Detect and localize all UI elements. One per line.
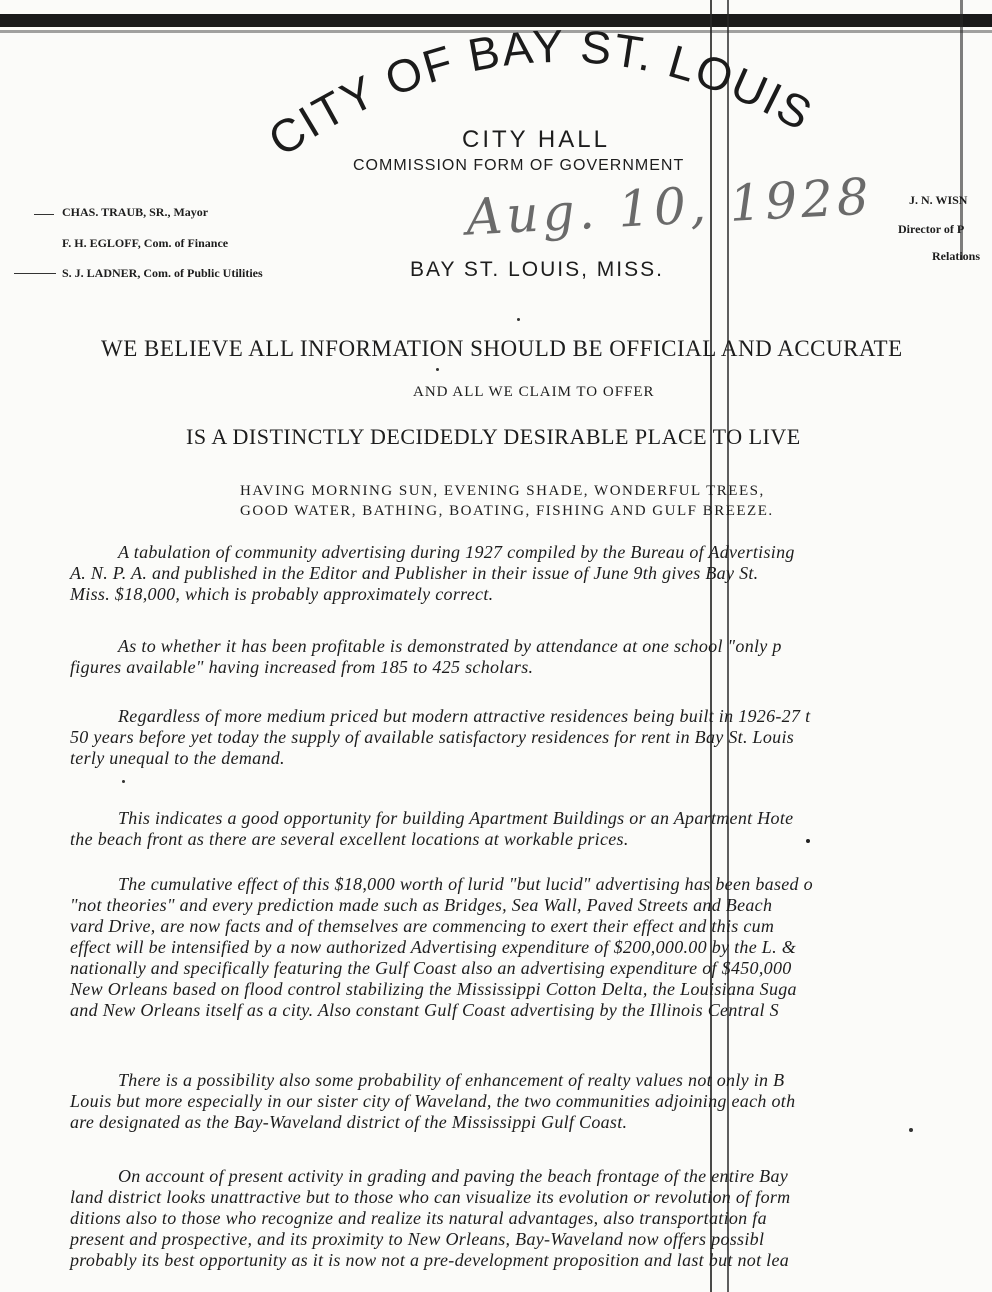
paragraph-line: figures available" having increased from 185 to 425 scholars. [70,657,534,677]
paragraph-line: probably its best opportunity as it is now not a pre-development proposition and last but not lea [70,1250,790,1270]
city-title: CITY OF BAY ST. LOUIS [259,19,822,167]
main-heading: WE BELIEVE ALL INFORMATION SHOULD BE OFFICIAL AND ACCURATE [101,336,903,361]
paragraph-line: are designated as the Bay-Waveland district of the Mississippi Gulf Coast. [70,1112,628,1132]
paragraph-line: present and prospective, and its proximity to New Orleans, Bay-Waveland now offers possibl [70,1229,765,1249]
official-right-name: J. N. WISN [909,193,968,207]
margin-dash [14,273,56,274]
paragraph-line: A. N. P. A. and published in the Editor and Publisher in their issue of June 9th gives Bay St. [70,563,759,583]
sub-heading: AND ALL WE CLAIM TO OFFER [413,384,655,400]
government-form: COMMISSION FORM OF GOVERNMENT [353,157,685,174]
ink-dot [806,839,810,843]
official-mayor: CHAS. TRAUB, SR., Mayor [62,205,209,219]
paragraph-advertising [70,542,992,605]
features-line-2: GOOD WATER, BATHING, BOATING, FISHING AND GULF BREEZE. [240,503,774,519]
paragraph-line: and New Orleans itself as a city. Also constant Gulf Coast advertising by the Illinois Central S [70,1000,779,1020]
paragraph-line: terly unequal to the demand. [70,748,285,768]
paragraph-line: Miss. $18,000, which is probably approximately correct. [70,584,494,604]
scan-speck [909,1128,913,1132]
scan-speck [517,318,520,321]
paragraph-line: land district looks unattractive but to those who can visualize its evolution or revolution of form [70,1187,791,1207]
paragraph-line: The cumulative effect of this $18,000 worth of lurid "but lucid" advertising has been based o [118,874,813,894]
paragraph-line: There is a possibility also some probability of enhancement of realty values not only in B [118,1070,785,1090]
official-utilities: S. J. LADNER, Com. of Public Utilities [62,266,263,280]
paragraph-line: 50 years before yet today the supply of available satisfactory residences for rent in Bay St. Louis [70,727,795,747]
official-right-dept: Relations [932,249,980,263]
paragraph-line: nationally and specifically featuring the Gulf Coast also an advertising expenditure of $450,000 [70,958,792,978]
paragraph-line: Regardless of more medium priced but modern attractive residences being built in 1926-27 t [118,706,811,726]
paragraph-apartments [70,808,992,850]
paragraph-line: New Orleans based on flood control stabilizing the Mississippi Cotton Delta, the Louisiana Suga [70,979,797,999]
paragraph-line: effect will be intensified by a now authorized Advertising expenditure of $200,000.00 by the L. & [70,937,797,957]
margin-dash [34,214,54,215]
paragraph-line: the beach front as there are several excellent locations at workable prices. [70,829,629,849]
paragraph-line: Louis but more especially in our sister city of Waveland, the two communities adjoining each oth [70,1091,796,1111]
city-hall-label: CITY HALL [462,126,610,153]
official-right-title: Director of P [898,222,965,236]
paragraph-line: On account of present activity in grading and paving the beach frontage of the entire Bay [118,1166,789,1186]
tagline-heading: IS A DISTINCTLY DECIDEDLY DESIRABLE PLACE TO LIVE [186,424,801,449]
scan-speck [122,780,125,783]
paragraph-line: A tabulation of community advertising during 1927 compiled by the Bureau of Advertising [118,542,795,562]
official-finance: F. H. EGLOFF, Com. of Finance [62,236,229,250]
paragraph-residences [70,706,992,769]
paragraph-line: vard Drive, are now facts and of themselves are commencing to exert their effect and this cum [70,916,775,936]
city-location: BAY ST. LOUIS, MISS. [410,258,664,281]
paragraph-line: ditions also to those who recognize and realize its natural advantages, also transportation fa [70,1208,767,1228]
paragraph-line: As to whether it has been profitable is demonstrated by attendance at one school "only p [118,636,782,656]
paragraph-beach-frontage [70,1166,992,1271]
paragraph-realty [70,1070,992,1133]
handwritten-date: Aug. 10, 1928 [464,167,875,247]
scan-speck [436,368,439,371]
paragraph-cumulative [70,874,992,1021]
features-line-1: HAVING MORNING SUN, EVENING SHADE, WONDERFUL TREES, [240,483,765,499]
paragraph-line: This indicates a good opportunity for building Apartment Buildings or an Apartment Hote [118,808,794,828]
paragraph-line: "not theories" and every prediction made such as Bridges, Sea Wall, Paved Streets and Beach [70,895,773,915]
paragraph-profitable [70,636,992,678]
